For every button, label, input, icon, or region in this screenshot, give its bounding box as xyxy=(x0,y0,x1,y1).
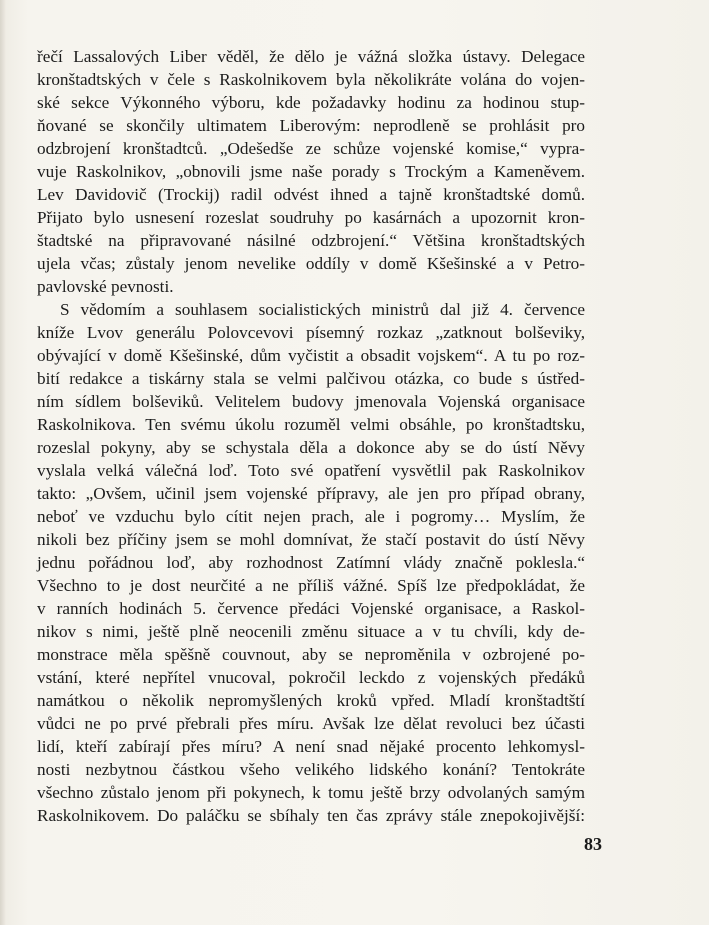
text-line: jednu pořádnou loď, aby rozhodnost Zatímní vlády značně poklesla.“ xyxy=(37,553,585,572)
text-line: vuje Raskolnikov, „obnovili jsme naše porady s Trockým a Kameněvem. xyxy=(37,162,585,181)
text-line: Lev Davidovič (Trockij) radil odvést ihned a tajně kronštadtské domů. xyxy=(37,185,585,204)
body-text xyxy=(37,45,585,827)
text-line: v ranních hodinách 5. července předáci Vojenské organisace, a Raskol- xyxy=(37,599,585,618)
text-line: Přijato bylo usnesení rozeslat soudruhy po kasárnách a upozornit kron- xyxy=(37,208,585,227)
text-line: monstrace měla spěšně couvnout, aby se neproměnila v ozbrojené po- xyxy=(37,645,585,664)
text-line: vstání, které nepřítel vnucoval, pokročil leckdo z vojenských předáků xyxy=(37,668,585,687)
text-line: štadtské na připravované násilné odzbrojení.“ Většina kronštadtských xyxy=(37,231,585,250)
text-line: nikoli bez příčiny jsem se mohl domnívat, že stačí postavit do ústí Něvy xyxy=(37,530,585,549)
text-line: obývající v domě Kšešinské, dům vyčistit a obsadit vojskem“. A tu po roz- xyxy=(37,346,585,365)
text-line: ujela včas; zůstaly jenom nevelike oddíly v domě Kšešinské a v Petro- xyxy=(37,254,585,273)
text-line: vyslala velká válečná loď. Toto své opatření vysvětlil pak Raskolnikov xyxy=(37,461,585,480)
paragraph-2 xyxy=(37,298,585,827)
text-line: Všechno to je dost neurčité a ne příliš vážné. Spíš lze předpokládat, že xyxy=(37,576,585,595)
text-line: ské sekce Výkonného výboru, kde požadavky hodinu za hodinou stup- xyxy=(37,93,585,112)
text-line: kronštadtských v čele s Raskolnikovem byla několikráte volána do vojen- xyxy=(37,70,585,89)
text-line: kníže Lvov generálu Polovcevovi písemný rozkaz „zatknout bolševiky, xyxy=(37,323,585,342)
text-line: ňované se skončily ultimatem Liberovým: neprodleně se prohlásit pro xyxy=(37,116,585,135)
text-line: lidí, kteří zabírají přes míru? A není snad nějaké procento lehkomysl- xyxy=(37,737,585,756)
text-line: namátkou o několik nepromyšlených kroků vpřed. Mladí kronštadtští xyxy=(37,691,585,710)
text-line: řečí Lassalových Liber věděl, že dělo je vážná složka ústavy. Delegace xyxy=(37,47,585,66)
text-line: všechno zůstalo jenom při pokynech, k tomu ještě brzy odvolaných samým xyxy=(37,783,585,802)
text-line: Raskolnikova. Ten svému úkolu rozuměl velmi obsáhle, po kronštadtsku, xyxy=(37,415,585,434)
text-line: pavlovské pevnosti. xyxy=(37,277,174,296)
text-line: takto: „Ovšem, učinil jsem vojenské přípravy, ale jen pro případ obrany, xyxy=(37,484,585,503)
text-line: odzbrojení kronštadtců. „Odešedše ze schůze vojenské komise,“ vypra- xyxy=(37,139,585,158)
text-line: bití redakce a tiskárny stala se velmi palčivou otázka, co bude s ústřed- xyxy=(37,369,585,388)
text-line: Raskolnikovem. Do paláčku se sbíhaly ten čas zprávy stále znepokojivější: xyxy=(37,806,585,825)
text-line: nosti nezbytnou částkou všeho velikého lidského konání? Tentokráte xyxy=(37,760,585,779)
paragraph-1 xyxy=(37,45,585,298)
text-line: neboť ve vzduchu bylo cítit nejen prach, ale i pogromy… Myslím, že xyxy=(37,507,585,526)
text-line: ním sídlem bolševiků. Velitelem budovy jmenovala Vojenská organisace xyxy=(37,392,585,411)
page-number: 83 xyxy=(584,834,602,854)
text-line: vůdci ne po prvé přebrali přes míru. Avšak lze dělat revoluci bez účasti xyxy=(37,714,585,733)
text-line: S vědomím a souhlasem socialistických ministrů dal již 4. července xyxy=(60,300,585,319)
text-line: nikov s nimi, ještě plně neocenili změnu situace a v tu chvíli, kdy de- xyxy=(37,622,585,641)
text-line: rozeslal pokyny, aby se schystala děla a dokonce aby se do ústí Něvy xyxy=(37,438,585,457)
